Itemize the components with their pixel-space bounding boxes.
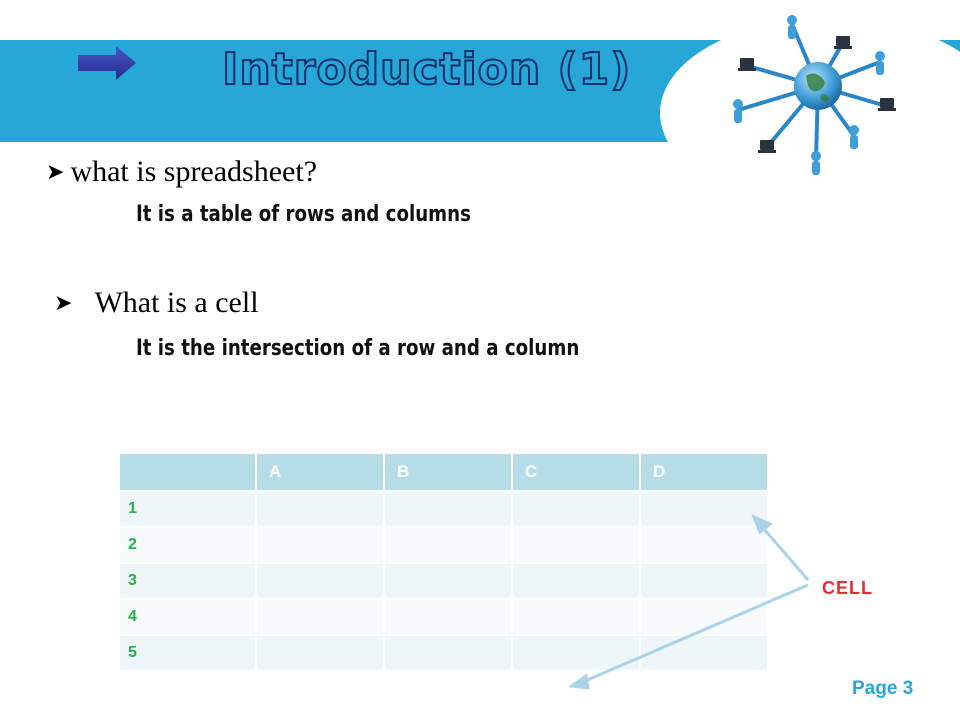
row-header-4: 4 <box>119 599 256 635</box>
arrowhead-bullet-icon: ➤ <box>54 290 73 316</box>
table-cell <box>256 527 384 563</box>
table-cell <box>640 599 768 635</box>
table-row <box>119 563 768 599</box>
column-header-c: C <box>512 453 640 491</box>
table-cell <box>384 635 512 671</box>
table-cell <box>256 599 384 635</box>
arrowhead-bullet-icon: ➤ <box>46 159 65 185</box>
table-row <box>119 599 768 635</box>
page-number: Page 3 <box>852 678 914 699</box>
question-text: What is a cell <box>94 286 259 319</box>
table-cell <box>640 527 768 563</box>
table-row <box>119 635 768 671</box>
column-header-a: A <box>256 453 384 491</box>
header-row <box>119 453 768 491</box>
table-row <box>119 527 768 563</box>
table-cell <box>512 491 640 527</box>
table-cell <box>512 563 640 599</box>
table-cell <box>384 599 512 635</box>
corner-cell <box>119 453 256 491</box>
table-cell <box>640 635 768 671</box>
column-header-d: D <box>640 453 768 491</box>
table-cell <box>512 599 640 635</box>
row-header-5: 5 <box>119 635 256 671</box>
table-cell <box>256 491 384 527</box>
table-cell <box>384 491 512 527</box>
table-cell <box>384 527 512 563</box>
spreadsheet-table <box>118 452 769 672</box>
cell-annotation-label: CELL <box>822 578 873 598</box>
slide-title: Introduction (1) <box>222 44 632 95</box>
question-text: what is spreadsheet? <box>70 155 318 188</box>
table-cell <box>256 635 384 671</box>
table-cell <box>512 635 640 671</box>
right-arrow-icon[interactable] <box>78 46 136 80</box>
table-cell <box>384 563 512 599</box>
row-header-2: 2 <box>119 527 256 563</box>
pointer-head-lower <box>572 676 588 688</box>
global-network-icon <box>712 10 924 178</box>
answer-text-2: It is the intersection of a row and a column <box>136 336 580 361</box>
row-header-1: 1 <box>119 491 256 527</box>
table-row <box>119 491 768 527</box>
table-cell <box>256 563 384 599</box>
table-cell <box>640 563 768 599</box>
column-header-b: B <box>384 453 512 491</box>
bullet-question-1 <box>46 155 317 189</box>
row-header-3: 3 <box>119 563 256 599</box>
table-cell <box>512 527 640 563</box>
answer-text-1: It is a table of rows and columns <box>136 202 471 227</box>
bullet-question-2 <box>54 286 259 320</box>
table-cell <box>640 491 768 527</box>
